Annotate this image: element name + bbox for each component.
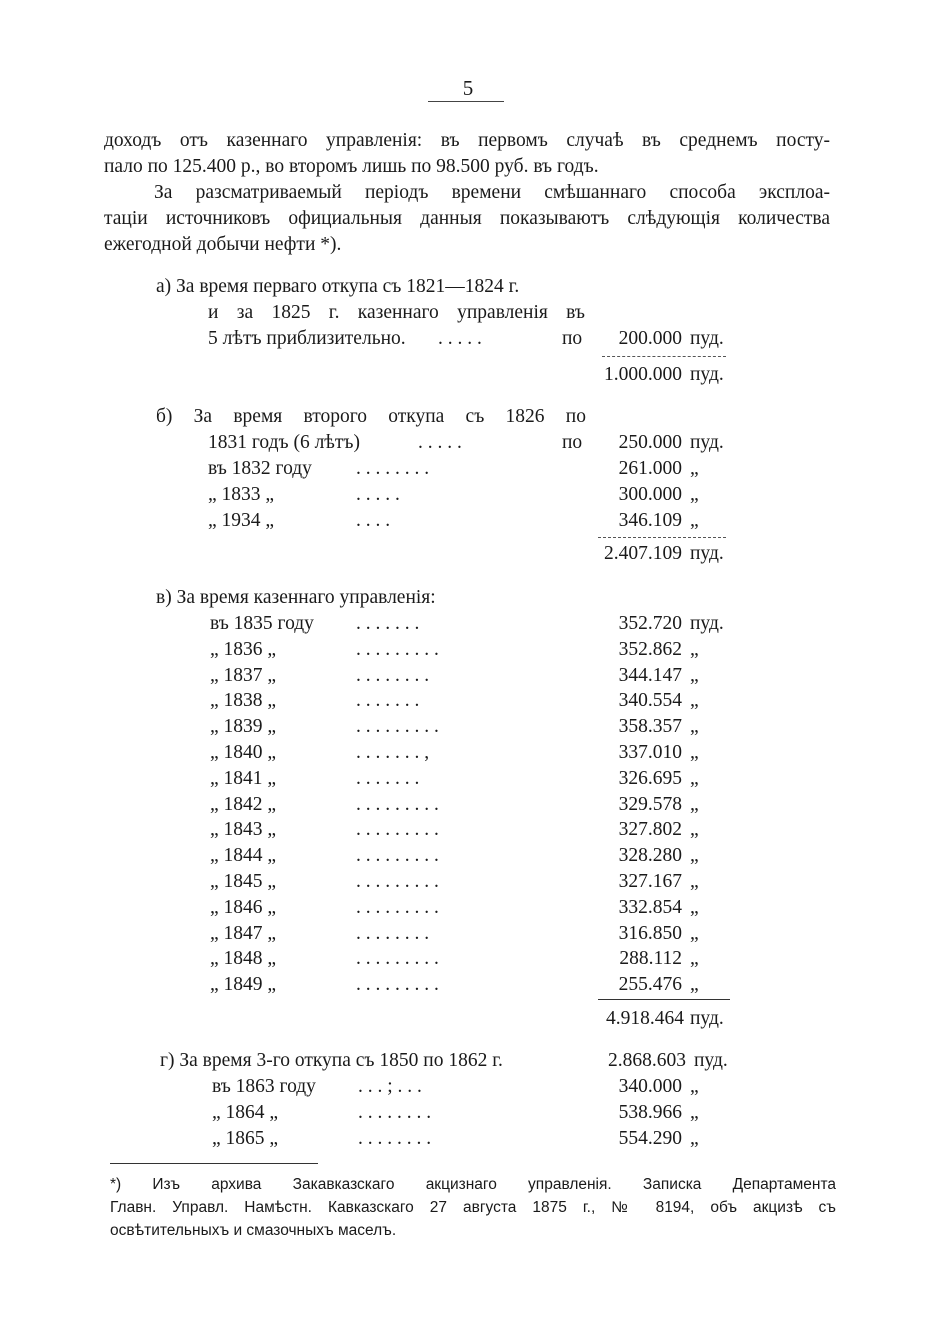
value: 346.109 — [618, 510, 682, 531]
value: 250.000 — [618, 432, 682, 453]
total-value: 2.407.109 — [604, 543, 682, 564]
leader-dots: . . . . . . . . — [356, 922, 430, 944]
value: 261.000 — [618, 458, 682, 479]
po-label: по — [562, 432, 583, 453]
value: 337.010 — [618, 742, 682, 763]
section-b-title: б) За время второго откупа съ 1826 по — [156, 406, 586, 427]
unit: „ — [690, 458, 699, 479]
value: 2.868.603 — [608, 1050, 686, 1071]
value: 326.695 — [618, 767, 682, 789]
row-label: „ 1864 „ — [212, 1102, 279, 1123]
intro-line: ежегодной добычи нефти *). — [104, 234, 342, 255]
table-row — [0, 1126, 936, 1152]
value: 352.720 — [618, 613, 682, 634]
row-label: въ 1835 году — [210, 613, 314, 634]
po-label: по — [562, 328, 583, 349]
row-label: „ 1844 „ — [210, 845, 277, 867]
unit: „ — [690, 896, 699, 918]
value: 332.854 — [618, 896, 682, 918]
row-label: „ 1843 „ — [210, 819, 277, 841]
table-row — [0, 843, 936, 869]
row-label: „ 1849 „ — [210, 974, 277, 996]
unit: пуд. — [694, 1050, 728, 1071]
value: 327.802 — [618, 819, 682, 841]
footnote-line: освѣтительныхъ и смазочныхъ маселъ. — [110, 1222, 397, 1239]
row-label: „ 1840 „ — [210, 742, 277, 763]
intro-line: За разсматриваемый періодъ времени смѣшаннаго способа эксплоа- — [154, 182, 830, 203]
footnote-line: *) Изъ архива Закавказскаго акцизнаго управленія. Записка Департамента — [110, 1176, 836, 1193]
page-number-rule — [428, 101, 504, 102]
row-label: „ 1934 „ — [208, 510, 275, 531]
footnote-line: Главн. Управл. Намѣстн. Кавказскаго 27 августа 1875 г., № 8194, объ акцизѣ съ — [110, 1199, 836, 1216]
sum-rule — [602, 356, 726, 357]
row-label: „ 1865 „ — [212, 1128, 279, 1149]
section-a-line: и за 1825 г. казеннаго управленія въ — [208, 302, 585, 323]
leader-dots: . . . . . . . . . — [356, 819, 439, 841]
unit: „ — [690, 1128, 699, 1149]
section-a-total-row — [0, 362, 936, 388]
table-row — [0, 946, 936, 972]
row-label: „ 1836 „ — [210, 638, 277, 660]
value: 352.862 — [618, 638, 682, 660]
row-label: „ 1848 „ — [210, 948, 277, 970]
leader-dots: . . . . . . . — [356, 767, 420, 789]
unit: „ — [690, 1076, 699, 1097]
unit: пуд. — [690, 328, 724, 349]
unit: „ — [690, 484, 699, 505]
leader-dots: . . . . . . . . . — [356, 638, 439, 660]
footnote — [110, 1173, 836, 1242]
table-row — [0, 611, 936, 637]
unit: „ — [690, 948, 699, 970]
unit: „ — [690, 716, 699, 738]
leader-dots: . . . . . — [418, 432, 462, 453]
row-label: „ 1846 „ — [210, 896, 277, 918]
unit: „ — [690, 638, 699, 660]
value: 255.476 — [618, 974, 682, 996]
leader-dots: . . . . . . . . . — [356, 845, 439, 867]
table-row — [0, 456, 936, 482]
table-row — [0, 740, 936, 766]
leader-dots: . . . . . . . . — [356, 664, 430, 686]
leader-dots: . . . . . — [438, 328, 482, 349]
leader-dots: . . . . . . . . . — [356, 871, 439, 892]
total-value: 1.000.000 — [604, 364, 682, 385]
unit: пуд. — [690, 613, 724, 634]
table-row — [0, 688, 936, 714]
row-label: въ 1832 году — [208, 458, 312, 479]
value: 554.290 — [618, 1128, 682, 1149]
section-b-value-row — [0, 430, 936, 456]
table-row — [0, 766, 936, 792]
total-unit: пуд. — [690, 1008, 724, 1029]
table-row — [0, 714, 936, 740]
row-label: „ 1845 „ — [210, 871, 277, 892]
row-label: въ 1863 году — [212, 1076, 316, 1097]
section-b-label: 1831 годъ (6 лѣтъ) — [208, 432, 360, 453]
total-unit: пуд. — [690, 543, 724, 564]
value: 200.000 — [618, 328, 682, 349]
intro-paragraph — [104, 128, 830, 258]
section-v-total-row — [0, 1006, 936, 1032]
leader-dots: . . . . . . . . . — [356, 793, 439, 815]
value: 358.357 — [618, 716, 682, 738]
unit: „ — [690, 767, 699, 789]
table-row — [0, 663, 936, 689]
unit: пуд. — [690, 432, 724, 453]
row-label: „ 1833 „ — [208, 484, 275, 505]
unit: „ — [690, 510, 699, 531]
unit: „ — [690, 819, 699, 841]
leader-dots: . . . . . . . — [356, 690, 420, 712]
value: 340.000 — [618, 1076, 682, 1097]
value: 288.112 — [619, 948, 682, 970]
leader-dots: . . . . — [356, 510, 391, 531]
leader-dots: . . . . . . . . — [356, 458, 430, 479]
intro-line: пало по 125.400 р., во второмъ лишь по 98.500 руб. въ годъ. — [104, 156, 599, 177]
table-row — [0, 817, 936, 843]
intro-line: доходъ отъ казеннаго управленія: въ первомъ случаѣ въ среднемъ посту- — [104, 130, 830, 151]
leader-dots: . . . . . . . . . — [356, 716, 439, 738]
section-v-title: в) За время казеннаго управленія: — [156, 587, 436, 608]
leader-dots: . . . . . . . , — [356, 742, 430, 763]
unit: „ — [690, 793, 699, 815]
leader-dots: . . . . . . . . — [358, 1102, 432, 1123]
value: 327.167 — [618, 871, 682, 892]
table-row — [0, 508, 936, 534]
section-a-title-row — [0, 274, 936, 300]
unit: „ — [690, 974, 699, 996]
table-row — [0, 792, 936, 818]
value: 328.280 — [618, 845, 682, 867]
value: 538.966 — [618, 1102, 682, 1123]
leader-dots: . . . . . . . . . — [356, 974, 439, 996]
leader-dots: . . . . . . . . . — [356, 896, 439, 918]
sum-rule — [598, 537, 726, 538]
table-row — [0, 1100, 936, 1126]
row-label: „ 1841 „ — [210, 767, 277, 789]
leader-dots: . . . . . . . — [356, 613, 420, 634]
section-g-title-row — [0, 1048, 936, 1074]
value: 329.578 — [618, 793, 682, 815]
table-row — [0, 482, 936, 508]
section-a-title: а) За время перваго откупа съ 1821—1824 г. — [156, 276, 520, 297]
leader-dots: . . . . . . . . . — [356, 948, 439, 970]
unit: „ — [690, 871, 699, 892]
intro-line: таціи источниковъ официальныя данныя показываютъ слѣдующія количества — [104, 208, 830, 229]
unit: „ — [690, 664, 699, 686]
unit: „ — [690, 742, 699, 763]
value: 344.147 — [618, 664, 682, 686]
total-unit: пуд. — [690, 364, 724, 385]
row-label: „ 1838 „ — [210, 690, 277, 712]
row-label: „ 1837 „ — [210, 664, 277, 686]
leader-dots: . . . . . — [356, 484, 400, 505]
page-number: 5 — [462, 76, 474, 100]
value: 300.000 — [618, 484, 682, 505]
section-g-title: г) За время 3-го откупа съ 1850 по 1862 г. — [160, 1050, 503, 1071]
section-b-title-row — [0, 404, 936, 430]
row-label: „ 1839 „ — [210, 716, 277, 738]
total-value: 4.918.464 — [606, 1008, 684, 1029]
value: 316.850 — [618, 922, 682, 944]
unit: „ — [690, 922, 699, 944]
section-a-label: 5 лѣтъ приблизительно. — [208, 328, 406, 349]
row-label: „ 1842 „ — [210, 793, 277, 815]
unit: „ — [690, 1102, 699, 1123]
unit: „ — [690, 845, 699, 867]
leader-dots: . . . . . . . . — [358, 1128, 432, 1149]
leader-dots: . . . ; . . . — [358, 1076, 422, 1097]
table-row — [0, 921, 936, 947]
section-b-total-row — [0, 541, 936, 567]
table-row — [0, 1074, 936, 1100]
sum-rule — [598, 999, 730, 1000]
row-label: „ 1847 „ — [210, 922, 277, 944]
section-a-line-row — [0, 300, 936, 326]
section-a-value-row — [0, 326, 936, 352]
footnote-rule — [110, 1163, 318, 1164]
table-row — [0, 869, 936, 895]
unit: „ — [690, 690, 699, 712]
value: 340.554 — [618, 690, 682, 712]
table-row — [0, 637, 936, 663]
table-row — [0, 972, 936, 998]
section-v-title-row — [0, 585, 936, 611]
table-row — [0, 895, 936, 921]
